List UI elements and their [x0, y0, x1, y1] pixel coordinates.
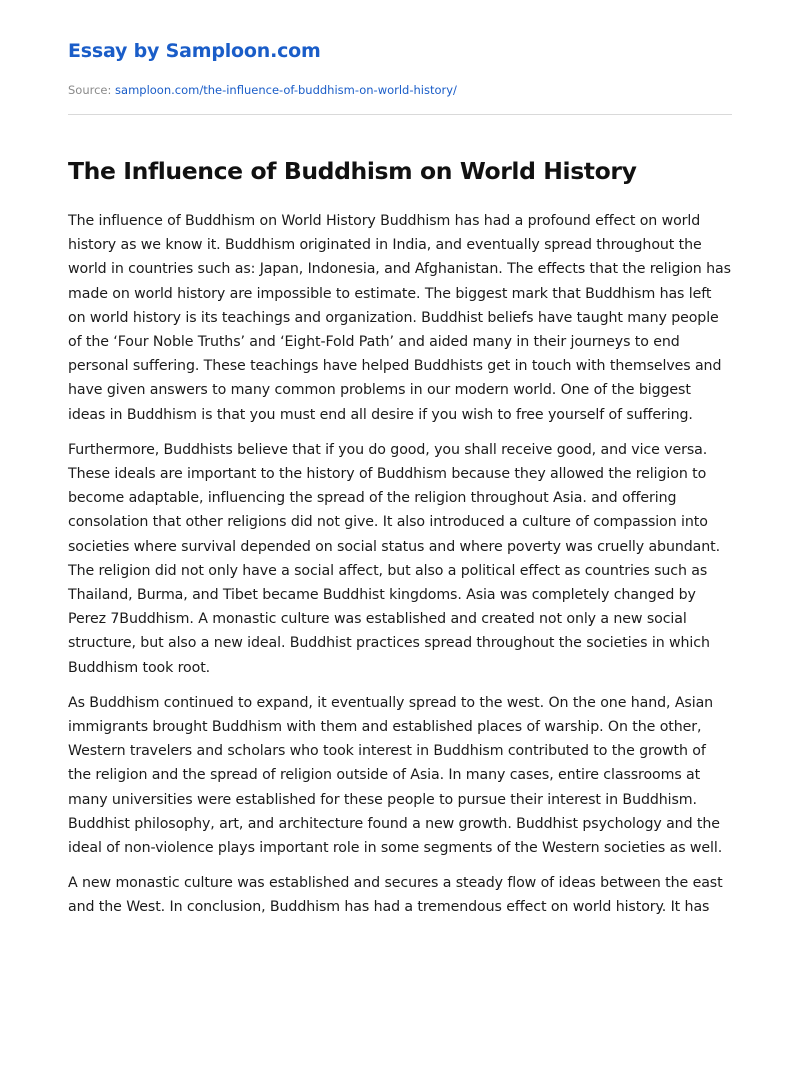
header-divider	[68, 114, 732, 115]
essay-paragraph-3: As Buddhism continued to expand, it eventually spread to the west. On the one hand, Asian immigrants brought Buddhism with them and established places of warship. On the other, Western travelers and scholars who took interest in Buddhism contributed to the growth of the religion and the spread of religion outside of Asia. In many cases, entire classrooms at many universities were established for these people to pursue their interest in Buddhism. Buddhist philosophy, art, and architecture found a new growth. Buddhist psychology and the ideal of non-violence plays important role in some segments of the Western societies as well.	[68, 694, 723, 857]
essay-title: The Influence of Buddhism on World History	[68, 157, 637, 185]
essay-paragraph-1: The influence of Buddhism on World History Buddhism has had a profound effect on world history as we know it. Buddhism originated in India, and eventually spread throughout the world in countries such as: Japan, Indonesia, and Afghanistan. The effects that the religion has made on world history are impossible to estimate. The biggest mark that Buddhism has left on world history is its teachings and organization. Buddhist beliefs have taught many people of the ‘Four Noble Truths’ and ‘Eight-Fold Path’ and aided many in their journeys to end personal suffering. These teachings have helped Buddhists get in touch with themselves and have given answers to many common problems in our modern world. One of the biggest ideas in Buddhism is that you must end all desire if you wish to free yourself of suffering.	[68, 213, 731, 423]
essay-body	[68, 209, 732, 931]
essay-paragraph-4: A new monastic culture was established and secures a steady flow of ideas between the east and the West. In conclusion, Buddhism has had a tremendous effect on world history. It has	[68, 875, 723, 916]
site-brand-link[interactable]: Essay by Samploon.com	[68, 40, 321, 62]
source-label: Source:	[68, 83, 112, 97]
essay-paragraph-2: Furthermore, Buddhists believe that if you do good, you shall receive good, and vice versa. These ideals are important to the history of Buddhism because they allowed the religion to become adaptable, influencing the spread of the religion throughout Asia. and offering consolation that other religions did not give. It also introduced a culture of compassion into societies where survival depended on social status and where poverty was cruelly abundant. The religion did not only have a social affect, but also a political effect as countries such as Thailand, Burma, and Tibet became Buddhist kingdoms. Asia was completely changed by Perez 7Buddhism. A monastic culture was established and created not only a new social structure, but also a new ideal. Buddhist practices spread throughout the societies in which Buddhism took root.	[68, 441, 721, 676]
source-line	[68, 83, 457, 97]
source-link[interactable]: samploon.com/the-influence-of-buddhism-on-world-history/	[115, 83, 457, 97]
